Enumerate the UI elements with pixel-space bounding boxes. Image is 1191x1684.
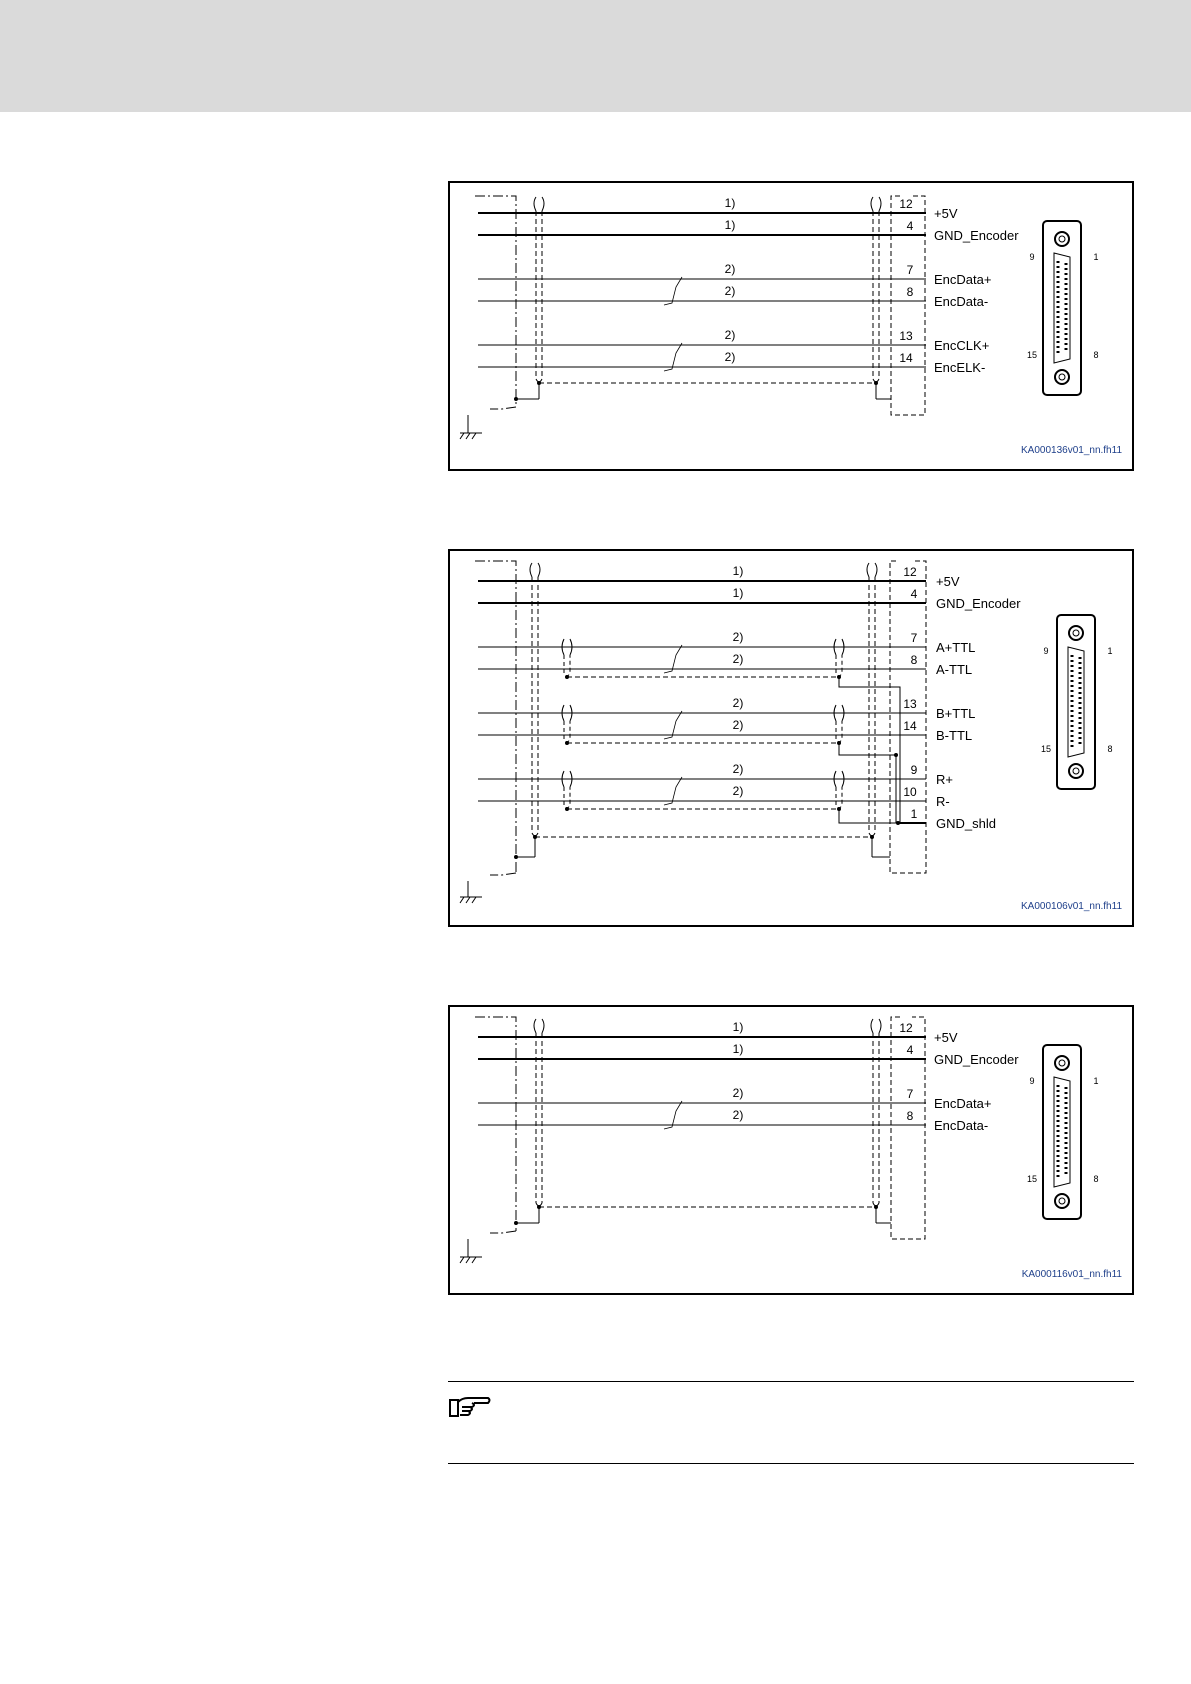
wire-type-label: 2) — [724, 284, 736, 298]
wire-type-label: 1) — [732, 1020, 744, 1034]
note-box — [448, 1381, 1134, 1464]
signal-label: EncData+ — [934, 1096, 992, 1111]
wire-type-label: 2) — [724, 328, 736, 342]
pin-number: 14 — [899, 351, 913, 365]
signal-label: +5V — [936, 574, 960, 589]
signal-label: EncData- — [934, 294, 989, 309]
wire-type-label: 2) — [724, 262, 736, 276]
connector-pin-label: 9 — [1029, 252, 1035, 262]
signal-label: A+TTL — [936, 640, 976, 655]
connector-pin-label: 15 — [1040, 744, 1052, 754]
wire-type-label: 2) — [732, 652, 744, 666]
pin-number: 12 — [899, 1021, 913, 1035]
signal-label: GND_Encoder — [934, 228, 1019, 243]
wiring-diagram-3 — [448, 1005, 1134, 1295]
pin-number: 13 — [899, 329, 913, 343]
wire-type-label: 1) — [732, 1042, 744, 1056]
connector-pin-label: 15 — [1026, 1174, 1038, 1184]
wire-type-label: 2) — [732, 630, 744, 644]
wire-type-label: 2) — [732, 1108, 744, 1122]
connector-pin-label: 1 — [1093, 1076, 1099, 1086]
pin-number: 13 — [903, 697, 917, 711]
signal-label: B+TTL — [936, 706, 976, 721]
signal-label: EncELK- — [934, 360, 986, 375]
wire-type-label: 2) — [732, 762, 744, 776]
pin-number: 8 — [906, 1109, 914, 1123]
pin-number: 8 — [906, 285, 914, 299]
pin-number: 9 — [910, 763, 918, 777]
wire-type-label: 2) — [732, 1086, 744, 1100]
wire-type-label: 2) — [732, 718, 744, 732]
figure-id: KA000136v01_nn.fh11 — [1020, 445, 1122, 456]
wiring-diagram-2 — [448, 549, 1134, 927]
wire-type-label: 1) — [724, 218, 736, 232]
signal-label: +5V — [934, 1030, 958, 1045]
pin-number: 4 — [910, 587, 918, 601]
connector-pin-label: 9 — [1043, 646, 1049, 656]
connector-pin-label: 9 — [1029, 1076, 1035, 1086]
figure-id: KA000116v01_nn.fh11 — [1021, 1269, 1122, 1280]
pin-number: 1 — [910, 807, 918, 821]
signal-label: EncCLK+ — [934, 338, 990, 353]
pin-number: 7 — [910, 631, 918, 645]
pin-number: 8 — [910, 653, 918, 667]
wire-type-label: 2) — [732, 784, 744, 798]
wiring-diagram-1 — [448, 181, 1134, 471]
connector-pin-label: 1 — [1093, 252, 1099, 262]
signal-label: GND_Encoder — [936, 596, 1021, 611]
pin-number: 7 — [906, 263, 914, 277]
sub-d-connector-icon — [1043, 1045, 1081, 1219]
signal-label: B-TTL — [936, 728, 973, 743]
wire-type-label: 1) — [732, 564, 744, 578]
sub-d-connector-icon — [1043, 221, 1081, 395]
sub-d-connector-icon — [1057, 615, 1095, 789]
signal-label: +5V — [934, 206, 958, 221]
wiring-diagram-2-svg — [450, 551, 1136, 929]
wire-type-label: 1) — [724, 196, 736, 210]
connector-pin-label: 8 — [1093, 350, 1099, 360]
pin-number: 12 — [899, 197, 913, 211]
pin-number: 12 — [903, 565, 917, 579]
signal-label: R+ — [936, 772, 953, 787]
wire-type-label: 2) — [732, 696, 744, 710]
pin-number: 7 — [906, 1087, 914, 1101]
connector-pin-label: 1 — [1107, 646, 1113, 656]
pin-number: 4 — [906, 1043, 914, 1057]
pointing-hand-icon — [448, 1394, 492, 1420]
signal-label: GND_Encoder — [934, 1052, 1019, 1067]
connector-pin-label: 15 — [1026, 350, 1038, 360]
pin-number: 10 — [903, 785, 917, 799]
wire-type-label: 2) — [724, 350, 736, 364]
signal-label: GND_shld — [936, 816, 996, 831]
signal-label: R- — [936, 794, 950, 809]
pin-number: 4 — [906, 219, 914, 233]
figure-id: KA000106v01_nn.fh11 — [1020, 901, 1122, 912]
signal-label: EncData- — [934, 1118, 989, 1133]
wiring-diagram-1-svg — [450, 183, 1136, 473]
connector-pin-label: 8 — [1107, 744, 1113, 754]
connector-pin-label: 8 — [1093, 1174, 1099, 1184]
page-header-band — [0, 0, 1191, 112]
wiring-diagram-3-svg — [450, 1007, 1136, 1297]
pin-number: 14 — [903, 719, 917, 733]
wire-type-label: 1) — [732, 586, 744, 600]
signal-label: A-TTL — [936, 662, 973, 677]
signal-label: EncData+ — [934, 272, 992, 287]
